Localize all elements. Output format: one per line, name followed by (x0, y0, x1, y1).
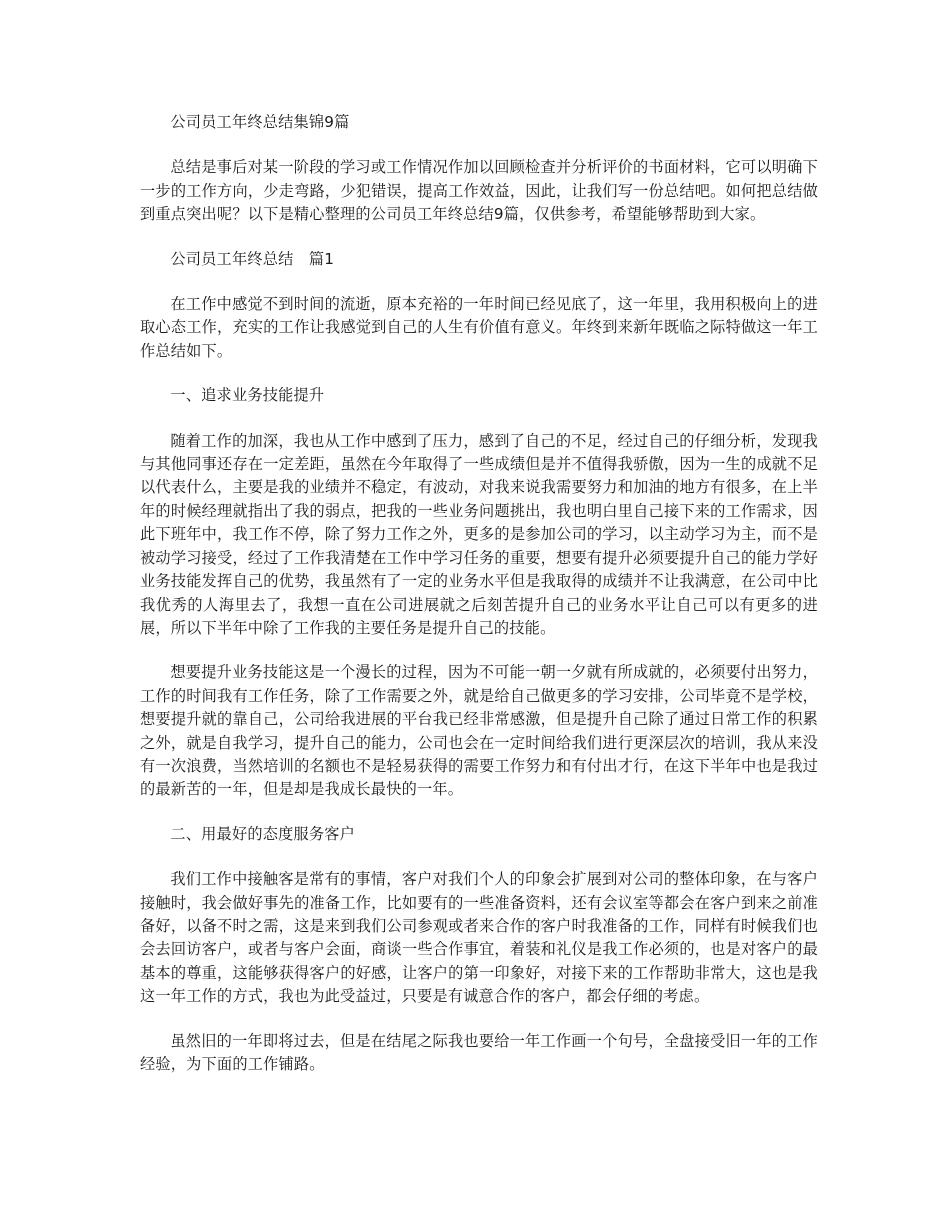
subheading-customer-service: 二、用最好的态度服务客户 (170, 824, 356, 843)
body-paragraph-3: 我们工作中接触客是常有的事情，客户对我们个人的印象会扩展到对公司的整体印象，在与客户接触时，我会做好事先的准备工作，比如要有的一些准备资料，还有会议室等都会在客户到来之前准备好，以备不时之需，这是来到我们公司参观或者来合作的客户时我准备的工作，同样有时候我们也会去回访客户，或者与客户会面，商谈一些合作事宜，着装和礼仪是我工作必须的，也是对客户的最基本的尊重，这能够获得客户的好感，让客户的第一印象好，对接下来的工作帮助非常大，这也是我这一年工作的方式，我也为此受益过，只要是有诚意合作的客户，都会仔细的考虑。 (140, 870, 818, 1006)
intro-paragraph: 总结是事后对某一阶段的学习或工作情况作加以回顾检查并分析评价的书面材料，它可以明确下一步的工作方向，少走弯路，少犯错误，提高工作效益，因此，让我们写一份总结吧。如何把总结做到重点突出呢？以下是精心整理的公司员工年终总结9篇，仅供参考，希望能够帮助到大家。 (140, 158, 818, 224)
body-paragraph-1: 随着工作的加深，我也从工作中感到了压力，感到了自己的不足，经过自己的仔细分析，发现我与其他同事还存在一定差距，虽然在今年取得了一些成绩但是并不值得我骄傲，因为一生的成就不足以代表什么，主要是我的业绩并不稳定，有波动，对我来说我需要努力和加油的地方有很多，在上半年的时候经理就指出了我的弱点，把我的一些业务问题挑出，我也明白里自己接下来的工作需求，因此下班年中，我工作不停，除了努力工作之外，更多的是参加公司的学习，以主动学习为主，而不是被动学习接受，经过了工作我清楚在工作中学习任务的重要，想要有提升必须要提升自己的能力学好业务技能发挥自己的优势，我虽然有了一定的业务水平但是我取得的成绩并不让我满意，在公司中比我优秀的人海里去了，我想一直在公司进展就之后刻苦提升自己的业务水平让自己可以有更多的进展，所以下半年中除了工作我的主要任务是提升自己的技能。 (140, 431, 818, 637)
closing-paragraph: 虽然旧的一年即将过去，但是在结尾之际我也要给一年工作画一个句号，全盘接受旧一年的工作经验，为下面的工作铺路。 (140, 1031, 818, 1073)
body-paragraph-2: 想要提升业务技能这是一个漫长的过程，因为不可能一朝一夕就有所成就的，必须要付出努力，工作的时间我有工作任务，除了工作需要之外，就是给自己做更多的学习安排，公司毕竟不是学校，想要提升就的靠自己，公司给我进展的平台我已经非常感激，但是提升自己除了通过日常工作的积累之外，就是自我学习，提升自己的能力，公司也会在一定时间给我们进行更深层次的培训，我从来没有一次浪费，当然培训的名额也不是轻易获得的需要工作努力和有付出才行，在这下半年中也是我过的最新苦的一年，但是却是我成长最快的一年。 (140, 663, 818, 799)
section-heading: 公司员工年终总结 篇1 (170, 249, 335, 268)
subheading-business-skills: 一、追求业务技能提升 (170, 386, 325, 405)
document-title: 公司员工年终总结集锦9篇 (170, 113, 350, 131)
opening-paragraph: 在工作中感觉不到时间的流逝，原本充裕的一年时间已经见底了，这一年里，我用积极向上的进取心态工作，充实的工作让我感觉到自己的人生有价值有意义。年终到来新年既临之际特做这一年工作总结如下。 (140, 295, 818, 360)
